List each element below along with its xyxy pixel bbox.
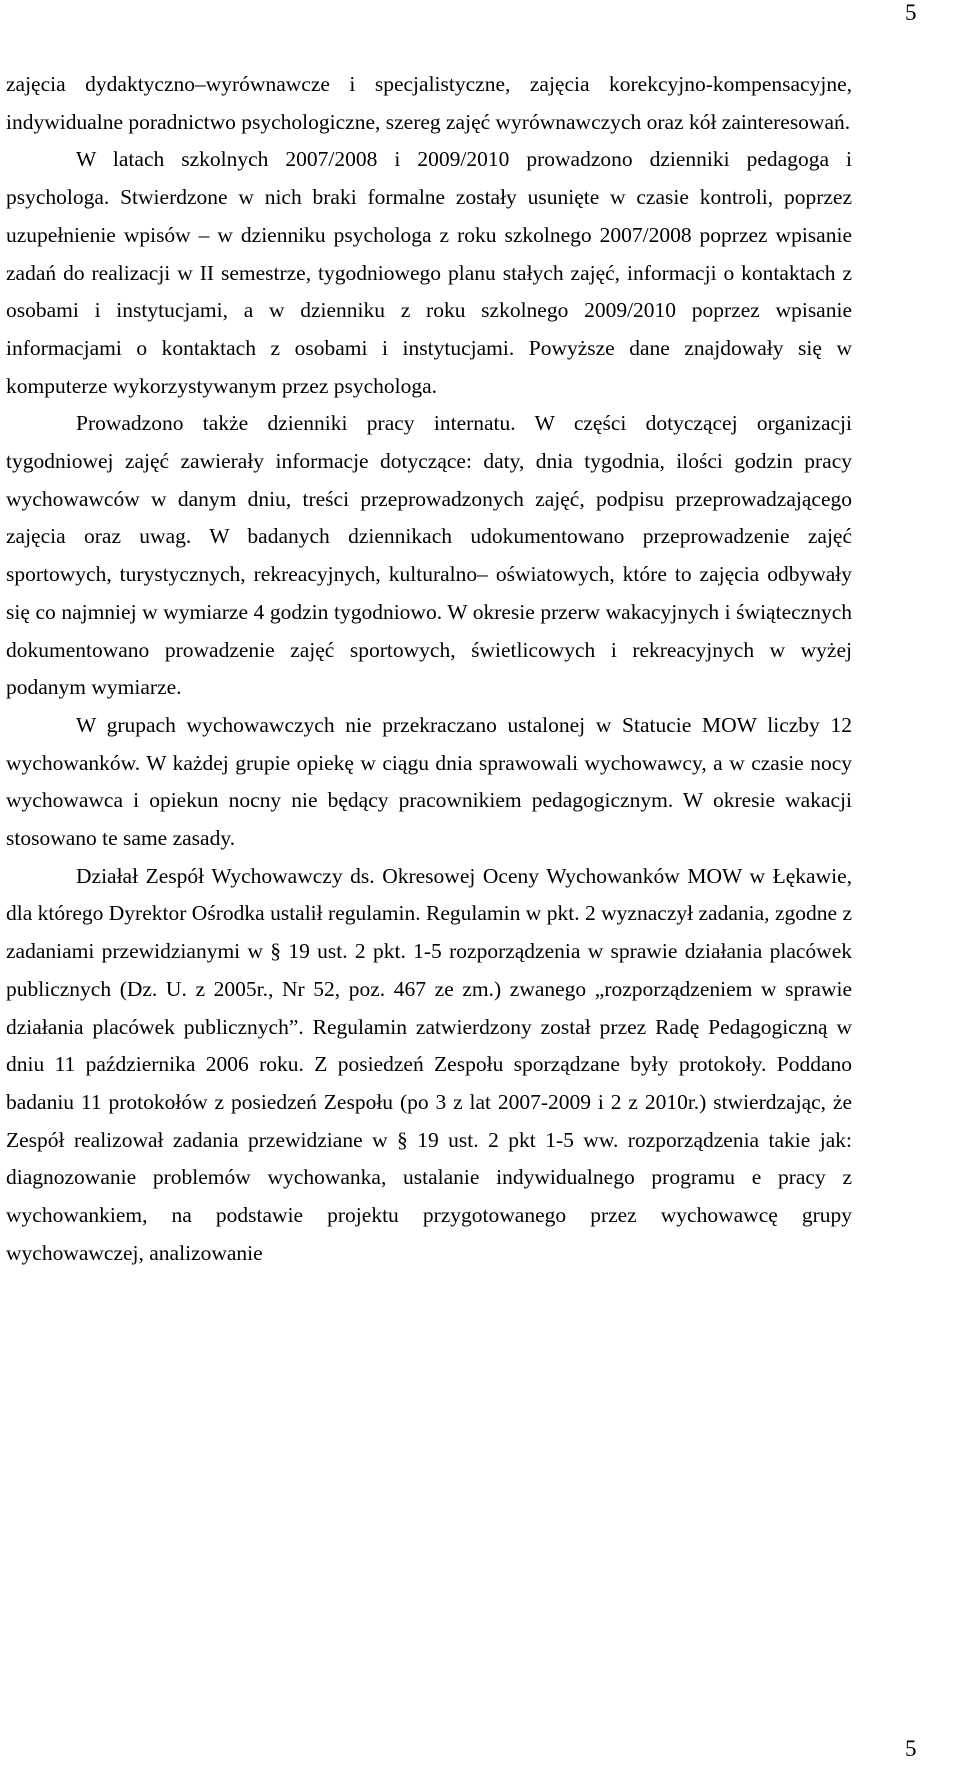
page-number-bottom: 5 bbox=[905, 1736, 917, 1761]
paragraph-continued: zajęcia dydaktyczno–wyrównawcze i specjalistyczne, zajęcia korekcyjno-kompensacyjne, indywidualne poradnictwo psychologiczne, szereg zajęć wyrównawczych oraz kół zainteresowań. bbox=[6, 72, 852, 134]
paragraph-journals: W latach szkolnych 2007/2008 i 2009/2010 prowadzono dzienniki pedagoga i psychologa. Stwierdzone w nich braki formalne zostały usunięte w czasie kontroli, poprzez uzupełnienie wpisów – w dzienniku psychologa z roku szkolnego 2007/2008 poprzez wpisanie zadań do realizacji w II semestrze, tygodniowego planu stałych zajęć, informacji o kontaktach z osobami i instytucjami, a w dzienniku z roku szkolnego 2009/2010 poprzez wpisanie informacjami o kontaktach z osobami i instytucjami. Powyższe dane znajdowały się w komputerze wykorzystywanym przez psychologa. bbox=[6, 147, 852, 398]
page-number-top: 5 bbox=[905, 0, 917, 25]
paragraph-team: Działał Zespół Wychowawczy ds. Okresowej Oceny Wychowanków MOW w Łękawie, dla którego Dyrektor Ośrodka ustalił regulamin. Regulamin w pkt. 2 wyznaczył zadania, zgodne z zadaniami przewidzianymi w § 19 ust. 2 pkt. 1-5 rozporządzenia w sprawie działania placówek publicznych (Dz. U. z 2005r., Nr 52, poz. 467 ze zm.) zwanego „rozporządzeniem w sprawie działania placówek publicznych”. Regulamin zatwierdzony został przez Radę Pedagogiczną w dniu 11 października 2006 roku. Z posiedzeń Zespołu sporządzane były protokoły. Poddano badaniu 11 protokołów z posiedzeń Zespołu (po 3 z lat 2007-2009 i 2 z 2010r.) stwierdzając, że Zespół realizował zadania przewidziane w § 19 ust. 2 pkt 1-5 ww. rozporządzenia takie jak: diagnozowanie problemów wychowanka, ustalanie indywidualnego programu e pracy z wychowankiem, na podstawie projektu przygotowanego przez wychowawcę grupy wychowawczej, analizowanie bbox=[6, 863, 852, 1265]
document-body bbox=[6, 66, 852, 1273]
paragraph-groups: W grupach wychowawczych nie przekraczano ustalonej w Statucie MOW liczby 12 wychowanków. W każdej grupie opiekę w ciągu dnia sprawowali wychowawcy, a w czasie nocy wychowawca i opiekun nocny nie będący pracownikiem pedagogicznym. W okresie wakacji stosowano te same zasady. bbox=[6, 712, 852, 851]
paragraph-boarding-journals: Prowadzono także dzienniki pracy internatu. W części dotyczącej organizacji tygodniowej zajęć zawierały informacje dotyczące: daty, dnia tygodnia, ilości godzin pracy wychowawców w danym dniu, treści przeprowadzonych zajęć, podpisu przeprowadzającego zajęcia oraz uwag. W badanych dziennikach udokumentowano przeprowadzenie zajęć sportowych, turystycznych, rekreacyjnych, kulturalno– oświatowych, które to zajęcia odbywały się co najmniej w wymiarze 4 godzin tygodniowo. W okresie przerw wakacyjnych i świątecznych dokumentowano prowadzenie zajęć sportowych, świetlicowych i rekreacyjnych w wyżej podanym wymiarze. bbox=[6, 411, 852, 700]
